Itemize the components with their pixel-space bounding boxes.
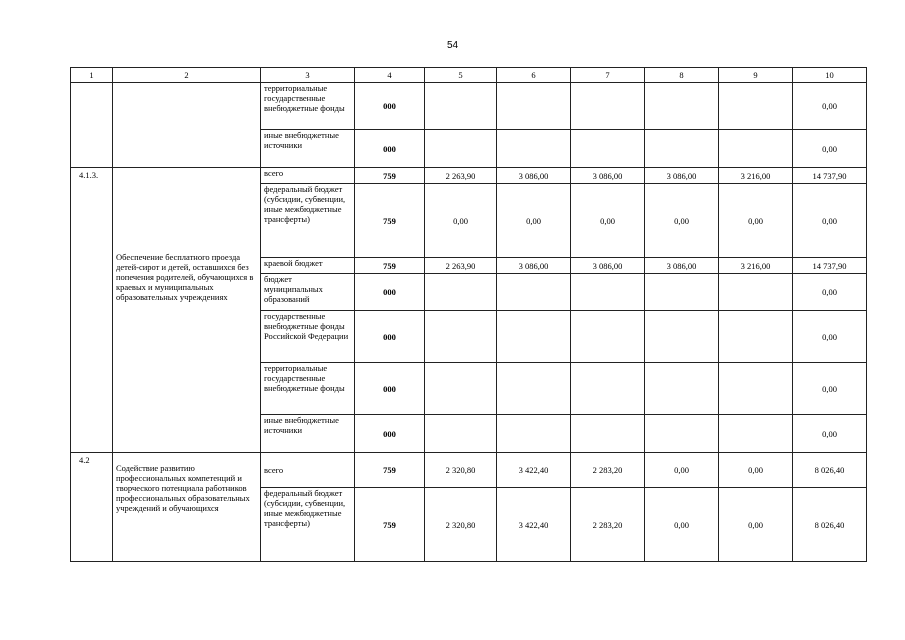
value-cell	[719, 274, 793, 311]
value-cell	[571, 274, 645, 311]
funding-source: иные внебюджетные источники	[261, 130, 355, 168]
value-cell	[719, 83, 793, 130]
value-cell: 3 086,00	[571, 258, 645, 274]
header-cell: 1	[71, 68, 113, 83]
value-cell	[497, 415, 571, 453]
item-name-cell	[113, 453, 261, 562]
code-cell: 000	[355, 415, 425, 453]
item-number-cell: 4.2	[71, 453, 113, 562]
value-cell	[497, 83, 571, 130]
header-cell: 2	[113, 68, 261, 83]
item-name-cell	[113, 83, 261, 168]
value-cell: 0,00	[571, 184, 645, 258]
value-cell	[571, 311, 645, 363]
value-cell	[645, 130, 719, 168]
value-cell	[497, 311, 571, 363]
value-cell: 3 086,00	[645, 258, 719, 274]
header-cell: 5	[425, 68, 497, 83]
total-cell: 0,00	[793, 184, 867, 258]
table-row	[71, 168, 867, 184]
total-cell: 0,00	[793, 274, 867, 311]
page-number: 54	[446, 40, 459, 51]
code-cell: 759	[355, 453, 425, 488]
funding-source: всего	[261, 453, 355, 488]
header-cell: 8	[645, 68, 719, 83]
total-cell: 8 026,40	[793, 453, 867, 488]
header-cell: 9	[719, 68, 793, 83]
header-cell: 4	[355, 68, 425, 83]
value-cell: 2 320,80	[425, 488, 497, 562]
value-cell	[719, 311, 793, 363]
value-cell	[719, 415, 793, 453]
value-cell	[719, 130, 793, 168]
code-cell: 759	[355, 168, 425, 184]
value-cell: 2 263,90	[425, 168, 497, 184]
value-cell	[645, 363, 719, 415]
total-cell: 14 737,90	[793, 258, 867, 274]
header-cell: 7	[571, 68, 645, 83]
value-cell: 3 086,00	[497, 258, 571, 274]
value-cell: 0,00	[719, 488, 793, 562]
value-cell: 0,00	[425, 184, 497, 258]
value-cell: 3 422,40	[497, 453, 571, 488]
value-cell: 0,00	[645, 488, 719, 562]
item-name: Обеспечение бесплатного проезда детей-сирот и детей, оставшихся без попечения родителей, обучающихся в краевых и муниципальных образовательных учреждениях	[116, 252, 254, 302]
total-cell: 0,00	[793, 311, 867, 363]
value-cell	[497, 363, 571, 415]
value-cell: 2 263,90	[425, 258, 497, 274]
value-cell	[425, 311, 497, 363]
code-cell: 000	[355, 311, 425, 363]
item-number-cell	[71, 83, 113, 168]
funding-source: территориальные государственные внебюджетные фонды	[261, 363, 355, 415]
funding-source: федеральный бюджет (субсидии, субвенции, иные межбюджетные трансферты)	[261, 488, 355, 562]
value-cell	[497, 274, 571, 311]
value-cell: 3 216,00	[719, 258, 793, 274]
code-cell: 759	[355, 488, 425, 562]
value-cell	[571, 415, 645, 453]
value-cell	[497, 130, 571, 168]
value-cell	[425, 83, 497, 130]
value-cell	[645, 311, 719, 363]
value-cell	[425, 130, 497, 168]
value-cell: 3 086,00	[571, 168, 645, 184]
header-cell: 10	[793, 68, 867, 83]
code-cell: 759	[355, 258, 425, 274]
table-row	[71, 453, 867, 488]
total-cell: 0,00	[793, 83, 867, 130]
value-cell: 3 422,40	[497, 488, 571, 562]
value-cell: 0,00	[719, 453, 793, 488]
value-cell: 2 283,20	[571, 453, 645, 488]
item-name-cell	[113, 168, 261, 453]
funding-source: всего	[261, 168, 355, 184]
value-cell: 0,00	[645, 453, 719, 488]
value-cell	[645, 83, 719, 130]
value-cell: 2 283,20	[571, 488, 645, 562]
value-cell: 0,00	[497, 184, 571, 258]
value-cell	[571, 130, 645, 168]
total-cell: 0,00	[793, 363, 867, 415]
code-cell: 000	[355, 130, 425, 168]
value-cell	[571, 363, 645, 415]
header-row	[71, 68, 867, 83]
funding-source: бюджет муниципальных образований	[261, 274, 355, 311]
budget-table	[70, 67, 867, 562]
value-cell: 3 086,00	[497, 168, 571, 184]
value-cell	[719, 363, 793, 415]
value-cell	[425, 274, 497, 311]
header-cell: 6	[497, 68, 571, 83]
code-cell: 000	[355, 363, 425, 415]
value-cell: 0,00	[719, 184, 793, 258]
funding-source: государственные внебюджетные фонды Российской Федерации	[261, 311, 355, 363]
value-cell	[571, 83, 645, 130]
total-cell: 8 026,40	[793, 488, 867, 562]
table-body	[71, 68, 867, 562]
total-cell: 14 737,90	[793, 168, 867, 184]
value-cell: 2 320,80	[425, 453, 497, 488]
value-cell	[425, 415, 497, 453]
value-cell	[645, 274, 719, 311]
value-cell	[645, 415, 719, 453]
code-cell: 759	[355, 184, 425, 258]
value-cell	[425, 363, 497, 415]
funding-source: краевой бюджет	[261, 258, 355, 274]
value-cell: 3 216,00	[719, 168, 793, 184]
code-cell: 000	[355, 274, 425, 311]
funding-source: федеральный бюджет (субсидии, субвенции, иные межбюджетные трансферты)	[261, 184, 355, 258]
item-number-cell: 4.1.3.	[71, 168, 113, 453]
value-cell: 3 086,00	[645, 168, 719, 184]
funding-source: территориальные государственные внебюджетные фонды	[261, 83, 355, 130]
total-cell: 0,00	[793, 415, 867, 453]
item-name: Содействие развитию профессиональных компетенций и творческого потенциала работников профессиональных образовательных учреждений и обучающихся	[116, 463, 250, 513]
funding-source: иные внебюджетные источники	[261, 415, 355, 453]
value-cell: 0,00	[645, 184, 719, 258]
code-cell: 000	[355, 83, 425, 130]
header-cell: 3	[261, 68, 355, 83]
table-row	[71, 83, 867, 130]
total-cell: 0,00	[793, 130, 867, 168]
